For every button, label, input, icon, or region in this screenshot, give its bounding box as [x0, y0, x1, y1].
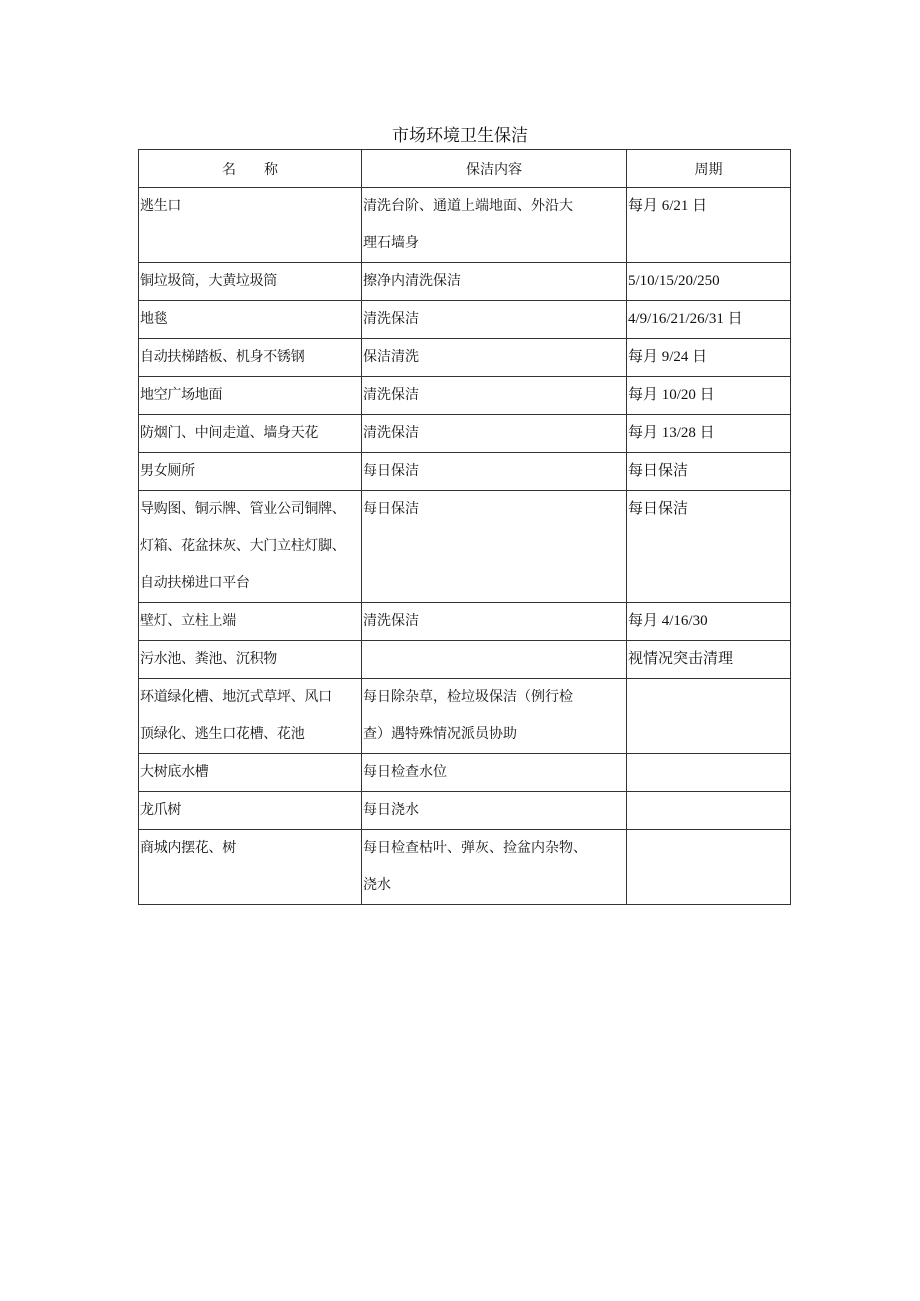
- cell-content: [362, 754, 627, 792]
- table-row: [139, 641, 791, 679]
- cell-name: [139, 453, 362, 491]
- cell-cycle: 每月 13/28 日: [627, 415, 791, 453]
- content-line: 清洗保洁: [363, 613, 419, 629]
- content-line: 查）遇特殊情况派员协助: [363, 726, 517, 742]
- cell-name: [139, 415, 362, 453]
- cell-cycle: 每月 10/20 日: [627, 377, 791, 415]
- table-row: [139, 301, 791, 339]
- content-line: 擦净内清洗保洁: [363, 273, 461, 289]
- name-line: 顶绿化、逃生口花槽、花池: [140, 726, 305, 742]
- cell-name: [139, 792, 362, 830]
- cell-cycle: 4/9/16/21/26/31 日: [627, 301, 791, 339]
- cell-content: [362, 641, 627, 679]
- table-row: [139, 792, 791, 830]
- cell-name: [139, 301, 362, 339]
- cell-content: [362, 415, 627, 453]
- content-line: 每日浇水: [363, 802, 419, 818]
- cell-cycle: [627, 792, 791, 830]
- cell-name: [139, 603, 362, 641]
- cell-cycle: 每日保洁: [627, 491, 791, 603]
- cell-cycle: 每日保洁: [627, 453, 791, 491]
- cell-cycle: 每月 9/24 日: [627, 339, 791, 377]
- table-header-row: [139, 150, 791, 188]
- table-row: [139, 754, 791, 792]
- name-line: 商城内摆花、树: [140, 840, 236, 856]
- content-line: 每日检查水位: [363, 764, 447, 780]
- table-row: [139, 679, 791, 754]
- name-line: 自动扶梯进口平台: [140, 575, 250, 591]
- name-line: 大树底水槽: [140, 764, 209, 780]
- table-row: [139, 339, 791, 377]
- cell-name: [139, 491, 362, 603]
- cell-content: [362, 603, 627, 641]
- name-line: 污水池、粪池、沉积物: [140, 651, 277, 667]
- table-row: [139, 453, 791, 491]
- cell-cycle: [627, 754, 791, 792]
- cell-cycle: [627, 830, 791, 905]
- cell-cycle: 视情况突击清理: [627, 641, 791, 679]
- content-line: 浇水: [363, 877, 391, 893]
- name-line: 环道绿化槽、地沉式草坪、风口: [140, 689, 332, 705]
- content-line: 保洁清洗: [363, 349, 419, 365]
- name-line: 灯箱、花盆抹灰、大门立柱灯脚、: [140, 538, 346, 554]
- cell-content: [362, 188, 627, 263]
- name-line: 导购图、铜示牌、管业公司铜牌、: [140, 501, 346, 517]
- name-line: 龙爪树: [140, 802, 182, 818]
- table-row: [139, 603, 791, 641]
- cell-name: [139, 263, 362, 301]
- content-line: 每日检查枯叶、弹灰、捡盆内杂物、: [363, 840, 587, 856]
- cell-name: [139, 754, 362, 792]
- table-row: [139, 188, 791, 263]
- name-line: 防烟门、中间走道、墙身天花: [140, 425, 319, 441]
- cell-content: [362, 792, 627, 830]
- cell-content: [362, 830, 627, 905]
- header-name: 名 称: [139, 150, 362, 188]
- cell-name: [139, 830, 362, 905]
- name-line: 地空广场地面: [140, 387, 223, 403]
- cell-name: [139, 641, 362, 679]
- content-line: 清洗保洁: [363, 425, 419, 441]
- cell-content: [362, 377, 627, 415]
- content-line: 清洗台阶、通道上端地面、外沿大: [363, 198, 573, 214]
- cell-content: [362, 339, 627, 377]
- name-line: 铜垃圾筒，大黄垃圾筒: [140, 273, 277, 289]
- table-row: [139, 830, 791, 905]
- cell-content: [362, 453, 627, 491]
- cell-content: [362, 679, 627, 754]
- header-content: 保洁内容: [362, 150, 627, 188]
- name-line: 逃生口: [140, 198, 182, 214]
- table-row: [139, 491, 791, 603]
- cell-name: [139, 188, 362, 263]
- content-line: 每日除杂草，检垃圾保洁（例行检: [363, 689, 573, 705]
- name-line: 自动扶梯踏板、机身不锈钢: [140, 349, 305, 365]
- table-row: [139, 415, 791, 453]
- cell-content: [362, 263, 627, 301]
- cell-name: [139, 339, 362, 377]
- cell-content: [362, 491, 627, 603]
- cell-content: [362, 301, 627, 339]
- name-line: 壁灯、立柱上端: [140, 613, 236, 629]
- cell-name: [139, 679, 362, 754]
- name-line: 地毯: [140, 311, 168, 327]
- content-line: 每日保洁: [363, 501, 419, 517]
- document-title: 市场环境卫生保洁: [392, 126, 528, 146]
- content-line: 清洗保洁: [363, 311, 419, 327]
- content-line: 理石墙身: [363, 235, 419, 251]
- name-line: 男女厕所: [140, 463, 195, 479]
- content-line: 清洗保洁: [363, 387, 419, 403]
- table-row: [139, 263, 791, 301]
- header-cycle: 周期: [627, 150, 791, 188]
- cleaning-schedule-table: [138, 149, 791, 905]
- cell-cycle: 5/10/15/20/250: [627, 263, 791, 301]
- cell-cycle: 每月 6/21 日: [627, 188, 791, 263]
- content-line: 每日保洁: [363, 463, 419, 479]
- cell-cycle: [627, 679, 791, 754]
- table-row: [139, 377, 791, 415]
- cell-cycle: 每月 4/16/30: [627, 603, 791, 641]
- cell-name: [139, 377, 362, 415]
